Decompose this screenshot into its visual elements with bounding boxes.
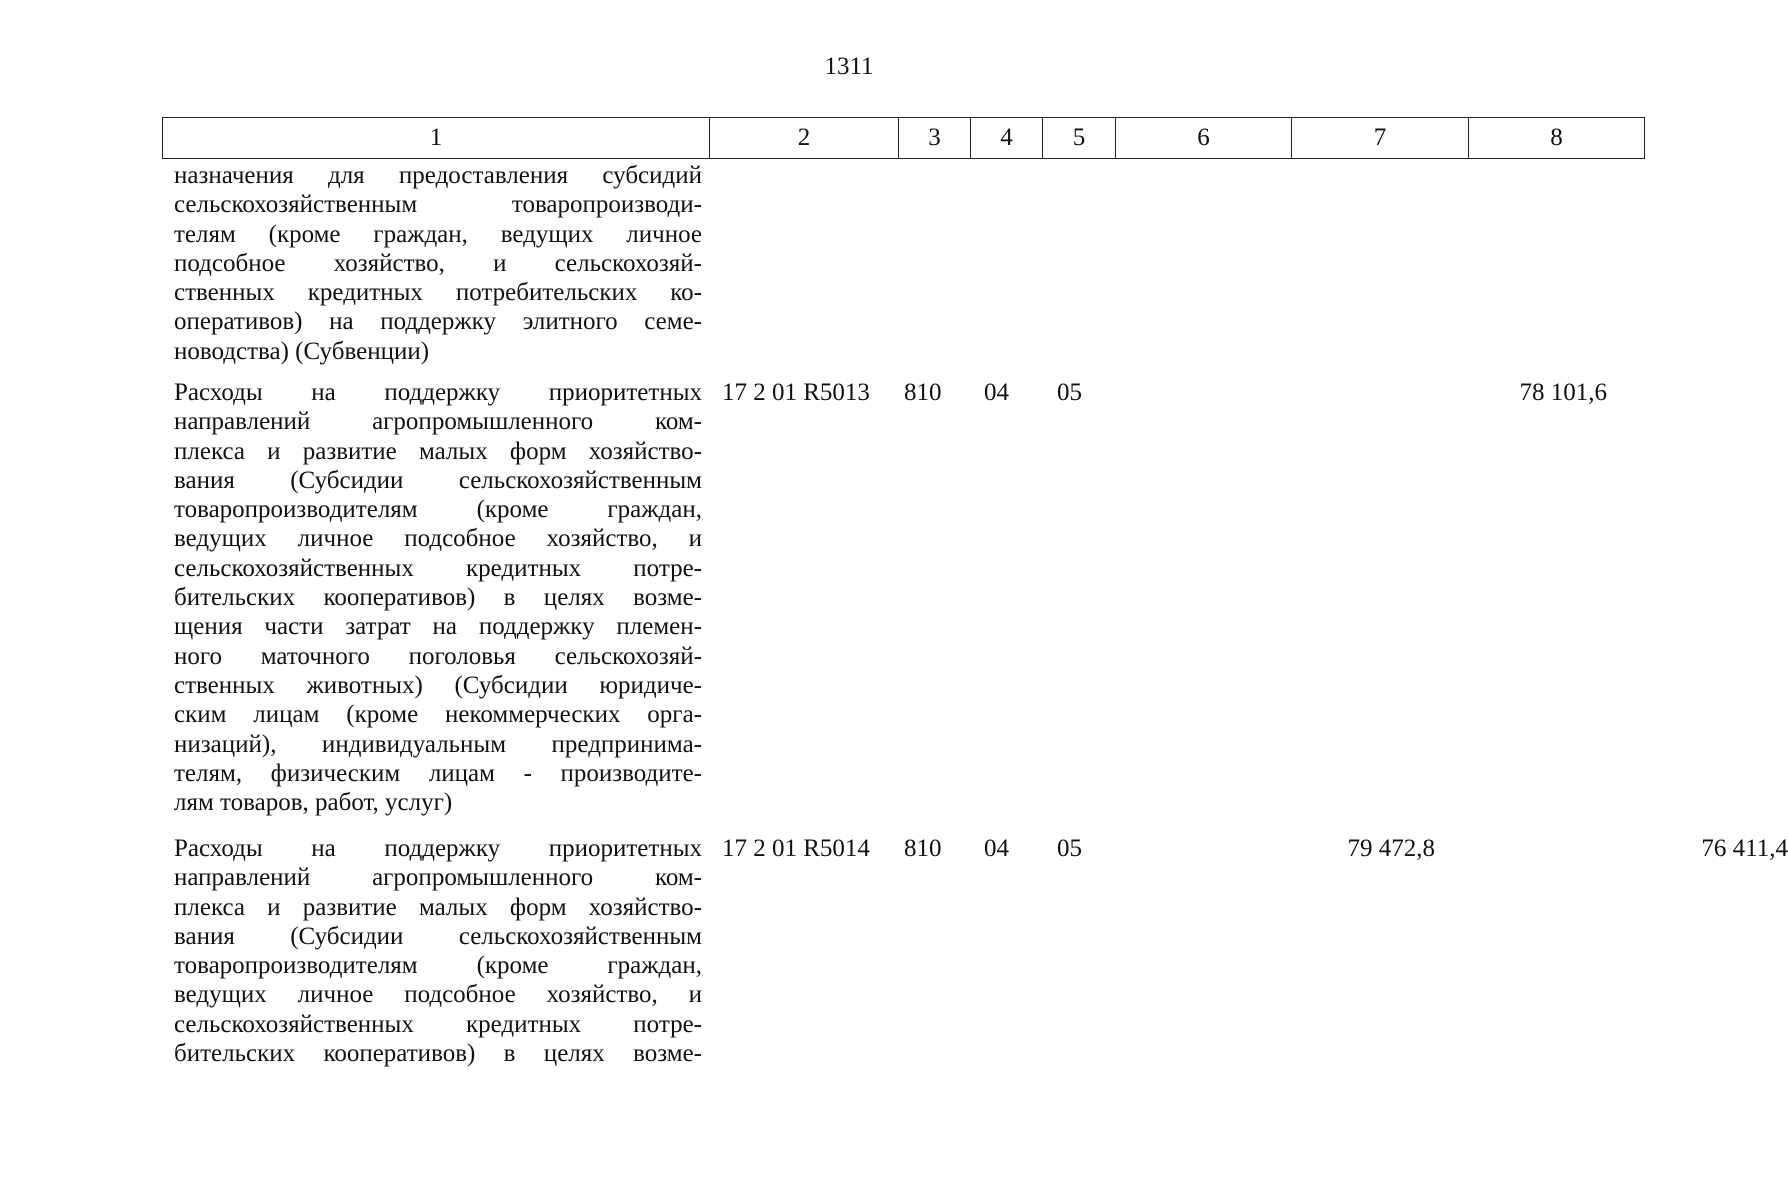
description-line: товаропроизводителям (кроме граждан, — [174, 952, 702, 980]
description-line: бительских кооперативов) в целях возме- — [174, 584, 702, 612]
column-header-6: 6 — [1116, 118, 1292, 159]
page-number: 1311 — [824, 53, 874, 80]
description-line: направлений агропромышленного ком- — [174, 864, 702, 892]
description-line: сельскохозяйственных кредитных потре- — [174, 1010, 702, 1038]
description-line: вания (Субсидии сельскохозяйственным — [174, 466, 702, 494]
description-line: ведущих личное подсобное хозяйство, и — [174, 981, 702, 1009]
subsection-code: 05 — [1057, 379, 1082, 406]
target-code: 17 2 01 R5013 — [722, 379, 870, 406]
description-line: плекса и развитие малых форм хозяйство- — [174, 437, 702, 465]
subsection-code: 05 — [1057, 835, 1082, 862]
target-code: 17 2 01 R5014 — [722, 835, 870, 862]
description-line: оперативов) на поддержку элитного семе- — [174, 308, 702, 336]
description-line: бительских кооперативов) в целях возме- — [174, 1040, 702, 1068]
description-line: ведущих личное подсобное хозяйство, и — [174, 525, 702, 553]
description-line: телям, физическим лицам - производите- — [174, 759, 702, 787]
description-line: направлений агропромышленного ком- — [174, 408, 702, 436]
description-line: вания (Субсидии сельскохозяйственным — [174, 922, 702, 950]
description-line: назначения для предоставления субсидий — [174, 162, 702, 189]
description-line: товаропроизводителям (кроме граждан, — [174, 496, 702, 524]
description-line: Расходы на поддержку приоритетных — [174, 835, 702, 862]
expense-type-code: 810 — [904, 835, 942, 862]
description-line: плекса и развитие малых форм хозяйство- — [174, 893, 702, 921]
row-description — [174, 834, 702, 1068]
section-code: 04 — [984, 379, 1009, 406]
column-header-row — [162, 117, 1645, 159]
description-line: сельскохозяйственным товаропроизводи- — [174, 191, 702, 219]
description-line: телям (кроме граждан, ведущих личное — [174, 220, 702, 248]
description-line: подсобное хозяйство, и сельскохозяй- — [174, 249, 702, 277]
column-header-3: 3 — [899, 118, 971, 159]
expense-type-code: 810 — [904, 379, 942, 406]
section-code: 04 — [984, 835, 1009, 862]
table-row: Расходы на поддержку приоритетных направлений агропромышленного ком- плекса и развитие малых форм хозяйство- вания (Субсидии сельскохозяйственным товаропроизводителям (кроме граждан, ведущих личное подсобное хозяйство, и сельскохозяйственных кредитных потре- бительских кооперативов) в целях возме- щения части затрат на поддержку племен- ного маточного поголовья сельскохозяй- ственных животных) (Субсидии юридиче- ским лицам (кроме некоммерческих орга- низаций), индивидуальным предпринима- телям, физическим лицам - производите- лям товаров, работ, услуг) 17 2 01 R5013 810 04 05 78 101,6 — [174, 379, 1607, 817]
column-header-7: 7 — [1292, 118, 1469, 159]
description-line: Расходы на поддержку приоритетных — [174, 379, 702, 406]
column-header-8: 8 — [1469, 118, 1645, 159]
column-header-2: 2 — [710, 118, 899, 159]
description-line: ственных животных) (Субсидии юридиче- — [174, 671, 702, 699]
row-description — [174, 378, 702, 817]
description-line: ного маточного поголовья сельскохозяй- — [174, 642, 702, 670]
column-header-5: 5 — [1043, 118, 1116, 159]
column-header-4: 4 — [971, 118, 1043, 159]
table-row: Расходы на поддержку приоритетных направлений агропромышленного ком- плекса и развитие малых форм хозяйство- вания (Субсидии сельскохозяйственным товаропроизводителям (кроме граждан, ведущих личное подсобное хозяйство, и сельскохозяйственных кредитных потре- бительских кооперативов) в целях возме- 17 2 01 R5014 810 04 05 79 472,8 76 411,4 — [174, 835, 1788, 1068]
row-description — [174, 161, 702, 366]
description-line: ским лицам (кроме некоммерческих орга- — [174, 701, 702, 729]
description-line: сельскохозяйственных кредитных потре- — [174, 554, 702, 582]
description-line: новодства) (Субвенции) — [174, 337, 430, 365]
description-line: щения части затрат на поддержку племен- — [174, 613, 702, 641]
description-line: лям товаров, работ, услуг) — [174, 789, 453, 817]
description-line: низаций), индивидуальным предпринима- — [174, 730, 702, 758]
description-line: ственных кредитных потребительских ко- — [174, 279, 702, 307]
column-header-1: 1 — [163, 118, 710, 159]
table-row — [162, 161, 1650, 365]
